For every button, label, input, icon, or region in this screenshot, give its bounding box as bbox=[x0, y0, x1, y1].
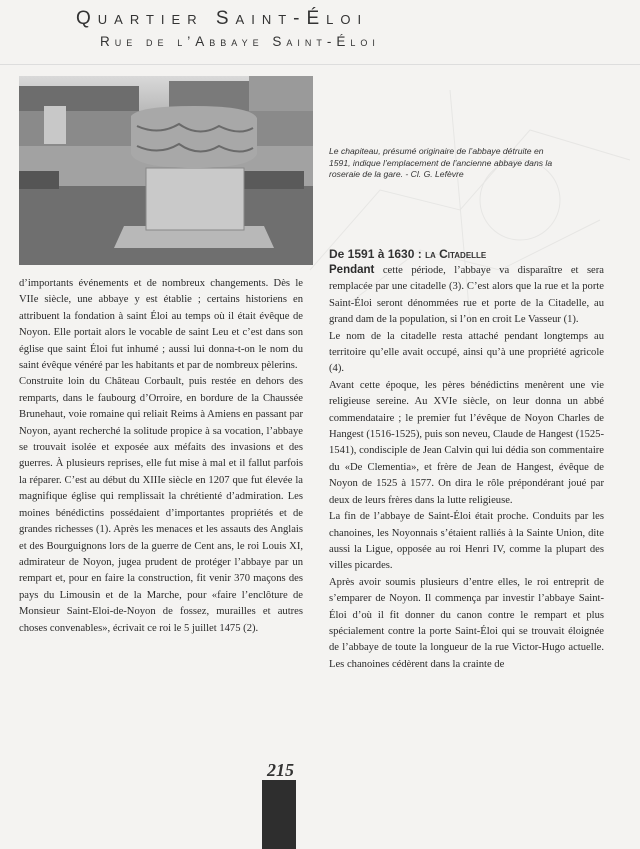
right-column bbox=[329, 246, 604, 673]
capital-photo bbox=[19, 76, 313, 265]
page-title: Quartier Saint-Éloi bbox=[76, 8, 369, 29]
page-number-band bbox=[262, 780, 296, 849]
paragraph: La fin de l’abbaye de Saint-Éloi était proche. Conduits par les chanoines, les Noyonnais s’étaient ralliés à la Sainte Union, dite aussi la Ligue, opposée au roi Henri IV, comme la plupart des villes picardes. bbox=[329, 511, 604, 572]
lead-word: Pendant bbox=[329, 264, 375, 276]
paragraph: d’importants événements et de nombreux changements. Dès le VIIe siècle, une abbaye y est établie ; certains historiens en attribuent la fondation à saint Éloi au temps où il était évêque de Noyon. Elle portait alors le vocable de saint Leu et c’est dans son église que saint Éloi fut inhumé ; aussi lui donna-t-on le nom du saint évêque vénéré par les habitants et par de nombreux pèlerins. bbox=[19, 278, 303, 372]
page-subtitle: Rue de l’Abbaye Saint-Éloi bbox=[100, 34, 380, 49]
left-column bbox=[19, 276, 303, 637]
paragraph: Construite loin du Château Corbault, puis restée en dehors des remparts, dans le faubourg d’Orroire, en bordure de la Chaussée Brunehaut, voie romaine qui reliait Reims à Amiens en passant par Noyon, ayant recherché la solitude propice à sa vocation, l’abbaye se trouvait isolée et exposée aux méfaits des invasions et des guerres. À plusieurs reprises, elle fut mise à mal et il fallut parfois la réparer. C’est au début du XIIIe siècle en 1207 que fut élevée la magnifique église qui remplissait la chrétienté d’admiration. Les moines bénédictins possédaient d’importantes propriétés et de grandes richesses (1). Après les menaces et les assauts des Anglais et des Bourguignons lors de la guerre de Cent ans, le roi Louis XI, admirateur de Noyon, jugea prudent de protéger l’abbaye par un rempart et, pour en faire la construction, fit venir 370 maçons des pays du Limousin et de la Marche, pour «faire l’enclôture de Monsieur Saint-Eloi-de-Noyon de fossez, murailles et autres choses convenables», écrivait ce roi le 5 juillet 1475 (2). bbox=[19, 376, 303, 634]
page-number: 215 bbox=[267, 760, 294, 780]
paragraph: Après avoir soumis plusieurs d’entre elles, le roi entreprit de s’emparer de Noyon. Il commença par investir l’abbaye Saint-Éloi d’où il fit donner du canon contre le rempart et plus spécialement contre la porte Saint-Éloi qui se trouvait éloignée de l’abbaye de toute la longueur de la rue Victor-Hugo actuelle. Les chanoines cédèrent dans la crainte de bbox=[329, 576, 604, 670]
section-heading-smallcaps: la Citadelle bbox=[425, 247, 487, 261]
header-divider bbox=[0, 64, 640, 65]
paragraph: Avant cette époque, les pères bénédictins menèrent une vie religieuse sereine. Au XVIe siècle, on leur donna un abbé commendataire ; le premier fut l’évêque de Noyon Charles de Hangest (1516-1525), puis son neveu, Claude de Hangest (1525-1541), condisciple de Jean Calvin qui lui dédia son commentaire du «De Clementia», et frère de Jean de Hangest, évêque de Noyon de 1525 à 1577. On dira le rôle prépondérant joué par deux de leurs frères dans la lutte religieuse. bbox=[329, 379, 604, 506]
photo-caption: Le chapiteau, présumé originaire de l’abbaye détruite en 1591, indique l’emplacement de l’ancienne abbaye dans la roseraie de la gare. - Cl. G. Lefèvre bbox=[329, 146, 553, 179]
section-heading-main: De 1591 à 1630 : bbox=[329, 247, 426, 261]
section-heading bbox=[329, 246, 604, 262]
paragraph-text: cette période, l’abbaye va disparaître et sera remplacée par une citadelle (3). C’est alors que la rue et la porte Saint-Éloi seront dénommées rue et porte de la Citadelle, au grand dam de la population, si l’on en croit Le Vasseur (1). bbox=[329, 265, 604, 326]
page-header bbox=[76, 8, 380, 49]
paragraph bbox=[329, 262, 604, 329]
paragraph: Le nom de la citadelle resta attaché pendant longtemps au territoire qu’elle avait occupé, ainsi qu’à une propriété agricole (4). bbox=[329, 330, 604, 375]
